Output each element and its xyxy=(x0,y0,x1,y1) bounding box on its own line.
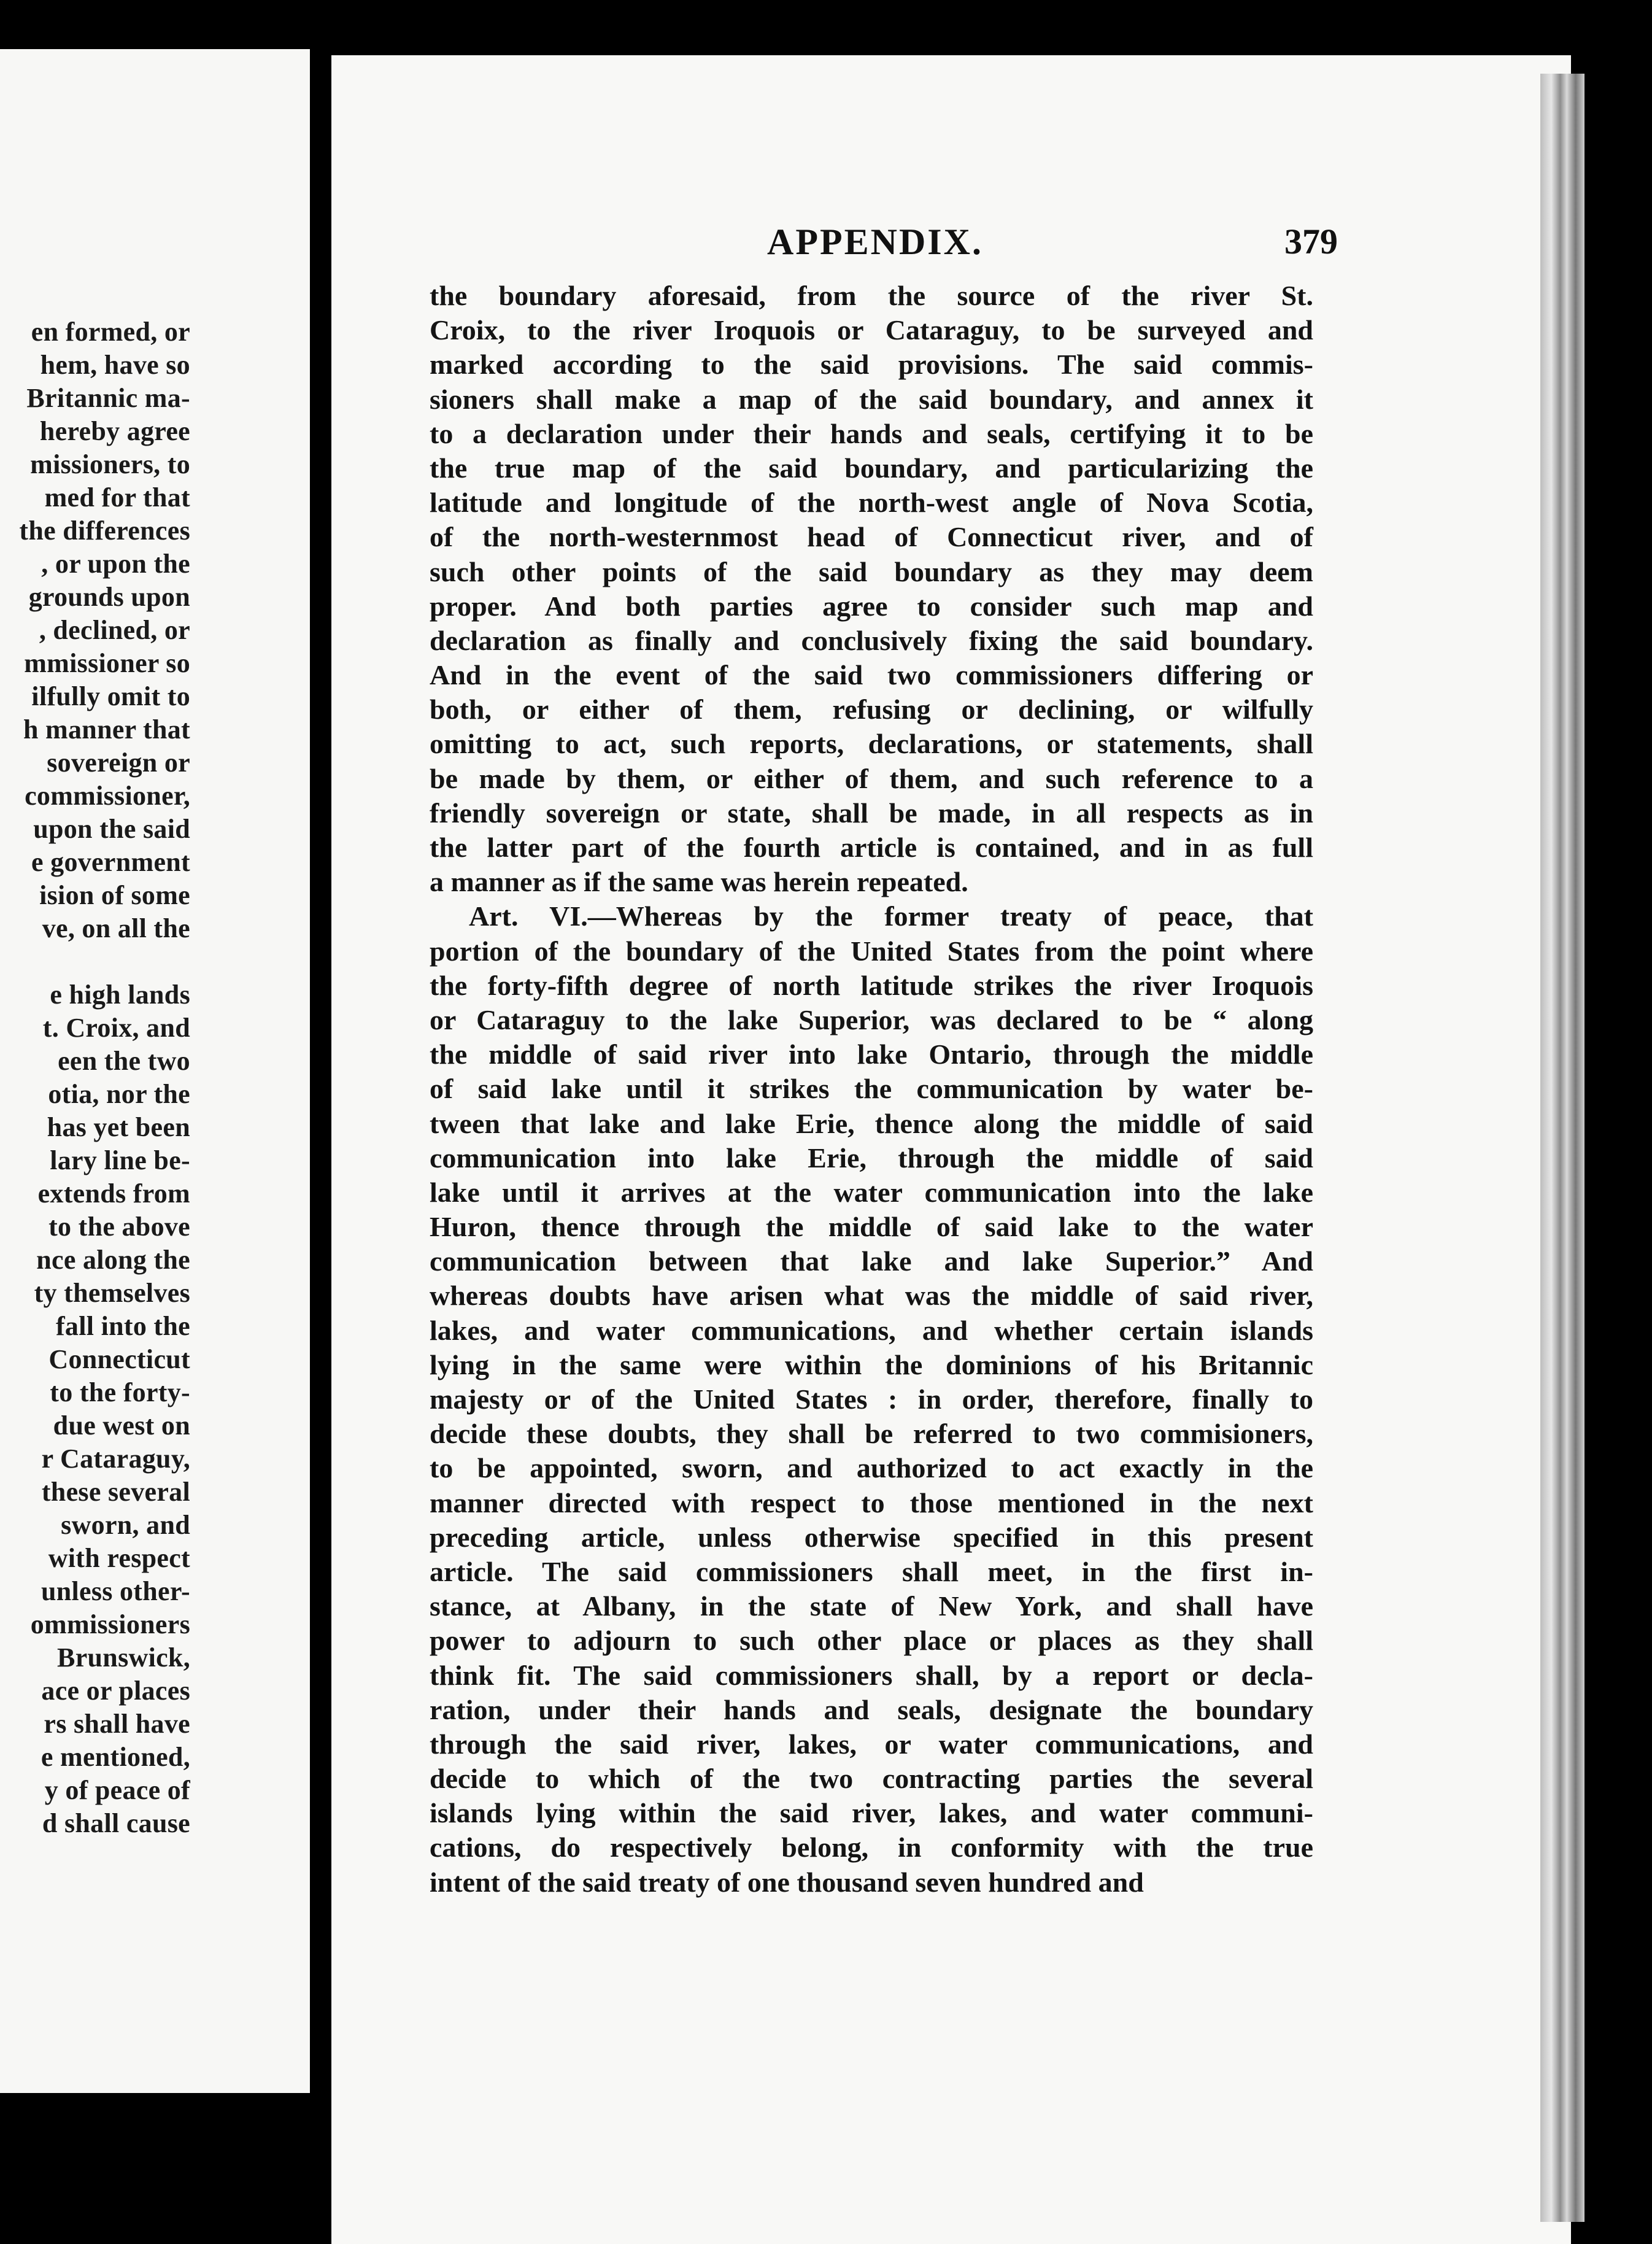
body-line: Croix, to the river Iroquois or Cataraguy, to be surveyed and xyxy=(430,314,1313,346)
left-page-line: sworn, and xyxy=(61,1510,190,1540)
left-page-line: commissioner, xyxy=(25,781,190,811)
body-line: whereas doubts have arisen what was the middle of said river, xyxy=(430,1280,1313,1312)
left-page-text xyxy=(0,315,310,1840)
left-page-line: y of peace of xyxy=(44,1775,190,1805)
left-page-line: grounds upon xyxy=(28,582,190,612)
body-line: latitude and longitude of the north-west angle of Nova Scotia, xyxy=(430,487,1313,519)
body-line: intent of the said treaty of one thousand seven hundred and xyxy=(430,1866,1144,1898)
body-line: islands lying within the said river, lakes, and water communi- xyxy=(430,1797,1313,1829)
left-page-line: the differences xyxy=(19,516,190,546)
left-page-line xyxy=(0,945,310,978)
left-page-line: mmissioner so xyxy=(24,648,190,678)
left-page-line: sovereign or xyxy=(47,748,190,778)
body-line: declaration as finally and conclusively fixing the said boundary. xyxy=(430,624,1313,656)
left-page-line: Britannic ma- xyxy=(26,383,190,413)
body-line: proper. And both parties agree to consider such map and xyxy=(430,590,1313,622)
body-line: omitting to act, such reports, declarations, or statements, shall xyxy=(430,728,1313,760)
left-page-line: upon the said xyxy=(33,814,190,844)
left-page-line: otia, nor the xyxy=(48,1079,190,1109)
body-line: the latter part of the fourth article is contained, and in as full xyxy=(430,832,1313,863)
left-page-line: to the forty- xyxy=(50,1377,190,1407)
left-page-line: d shall cause xyxy=(42,1808,190,1838)
left-page-line: t. Croix, and xyxy=(42,1013,190,1043)
left-page-line: ommissioners xyxy=(30,1609,190,1639)
left-page-line: fall into the xyxy=(55,1311,190,1341)
body-line: both, or either of them, refusing or declining, or wilfully xyxy=(430,694,1313,725)
left-page-line: due west on xyxy=(53,1410,190,1441)
left-page-line: e high lands xyxy=(50,980,190,1010)
body-line: communication into lake Erie, through the middle of said xyxy=(430,1142,1313,1174)
left-page-line: r Cataraguy, xyxy=(41,1444,190,1474)
body-line: tween that lake and lake Erie, thence along the middle of said xyxy=(430,1107,1313,1139)
body-line: Art. VI.—Whereas by the former treaty of peace, that xyxy=(469,900,1313,932)
left-page-line: ve, on all the xyxy=(42,913,190,943)
left-page-line: hem, have so xyxy=(40,350,190,380)
left-page-line: lary line be- xyxy=(50,1145,190,1175)
left-page-line: extends from xyxy=(37,1178,190,1209)
left-page-line: Brunswick, xyxy=(57,1642,190,1673)
left-page-line: hereby agree xyxy=(39,416,190,446)
body-line: lake until it arrives at the water communication into the lake xyxy=(430,1176,1313,1208)
body-line: to a declaration under their hands and seals, certifying it to be xyxy=(430,417,1313,449)
body-line: article. The said commissioners shall meet, in the first in- xyxy=(430,1555,1313,1587)
body-line: portion of the boundary of the United States from the point where xyxy=(430,935,1313,967)
running-head-title: APPENDIX. xyxy=(767,222,983,262)
left-page-line: e government xyxy=(31,847,190,877)
body-line: manner directed with respect to those mentioned in the next xyxy=(430,1487,1313,1519)
body-line: of the north-westernmost head of Connecticut river, and of xyxy=(430,521,1313,553)
body-line: such other points of the said boundary as they may deem xyxy=(430,555,1313,587)
body-line: friendly sovereign or state, shall be made, in all respects as in xyxy=(430,797,1313,829)
body-line: of said lake until it strikes the communication by water be- xyxy=(430,1073,1313,1105)
left-page-line: een the two xyxy=(58,1046,190,1076)
body-line: the true map of the said boundary, and particularizing the xyxy=(430,452,1313,484)
body-line: be made by them, or either of them, and such reference to a xyxy=(430,762,1313,794)
body-line: ration, under their hands and seals, designate the boundary xyxy=(430,1693,1313,1725)
body-line: think fit. The said commissioners shall, by a report or decla- xyxy=(430,1659,1313,1691)
body-line: the forty-fifth degree of north latitude strikes the river Iroquois xyxy=(430,969,1313,1001)
left-page-line: has yet been xyxy=(47,1112,190,1142)
left-page-line: to the above xyxy=(48,1212,190,1242)
body-line: lying in the same were within the dominions of his Britannic xyxy=(430,1348,1313,1380)
left-page-line: ilfully omit to xyxy=(31,681,190,711)
left-page-line: nce along the xyxy=(36,1245,190,1275)
left-page-line: missioners, to xyxy=(30,449,190,479)
body-line: And in the event of the said two commissioners differing or xyxy=(430,659,1313,691)
left-page-line: , or upon the xyxy=(41,549,190,579)
body-line: sioners shall make a map of the said boundary, and annex it xyxy=(430,383,1313,415)
left-page xyxy=(0,49,310,2093)
left-page-line: these several xyxy=(41,1477,190,1507)
body-line: decide to which of the two contracting parties the several xyxy=(430,1763,1313,1795)
left-page-line: h manner that xyxy=(23,714,190,745)
body-line: the boundary aforesaid, from the source of the river St. xyxy=(430,280,1313,311)
body-line: to be appointed, sworn, and authorized to act exactly in the xyxy=(430,1452,1313,1484)
running-head xyxy=(442,221,1338,270)
left-page-line: ision of some xyxy=(39,880,190,910)
left-page-line: with respect xyxy=(48,1543,190,1573)
body-line: marked according to the said provisions. The said commis- xyxy=(430,349,1313,381)
left-page-line: ty themselves xyxy=(34,1278,190,1308)
left-page-line: unless other- xyxy=(41,1576,190,1606)
body-line: decide these doubts, they shall be referred to two commisioners, xyxy=(430,1418,1313,1450)
left-page-line: en formed, or xyxy=(31,317,190,347)
body-line: through the said river, lakes, or water communications, and xyxy=(430,1728,1313,1760)
body-line: preceding article, unless otherwise specified in this present xyxy=(430,1521,1313,1553)
body-line: communication between that lake and lake Superior.” And xyxy=(430,1245,1313,1277)
left-page-line: e mentioned, xyxy=(41,1742,190,1772)
body-text xyxy=(430,279,1313,1900)
body-line: the middle of said river into lake Ontario, through the middle xyxy=(430,1039,1313,1070)
body-line: or Cataraguy to the lake Superior, was declared to be “ along xyxy=(430,1004,1313,1035)
left-page-line: Connecticut xyxy=(48,1344,190,1374)
page-number: 379 xyxy=(1284,222,1338,261)
body-line: a manner as if the same was herein repeated. xyxy=(430,866,968,898)
left-page-line: med for that xyxy=(44,482,190,513)
body-line: cations, do respectively belong, in conformity with the true xyxy=(430,1832,1313,1863)
body-line: lakes, and water communications, and whether certain islands xyxy=(430,1314,1313,1346)
left-page-line: rs shall have xyxy=(44,1709,190,1739)
left-page-line: ace or places xyxy=(41,1676,190,1706)
body-line: stance, at Albany, in the state of New York, and shall have xyxy=(430,1590,1313,1622)
page-edge-stack xyxy=(1540,74,1584,2222)
left-page-line: , declined, or xyxy=(39,615,190,645)
body-line: Huron, thence through the middle of said lake to the water xyxy=(430,1211,1313,1243)
body-line: majesty or of the United States : in order, therefore, finally to xyxy=(430,1383,1313,1415)
body-line: power to adjourn to such other place or places as they shall xyxy=(430,1625,1313,1657)
